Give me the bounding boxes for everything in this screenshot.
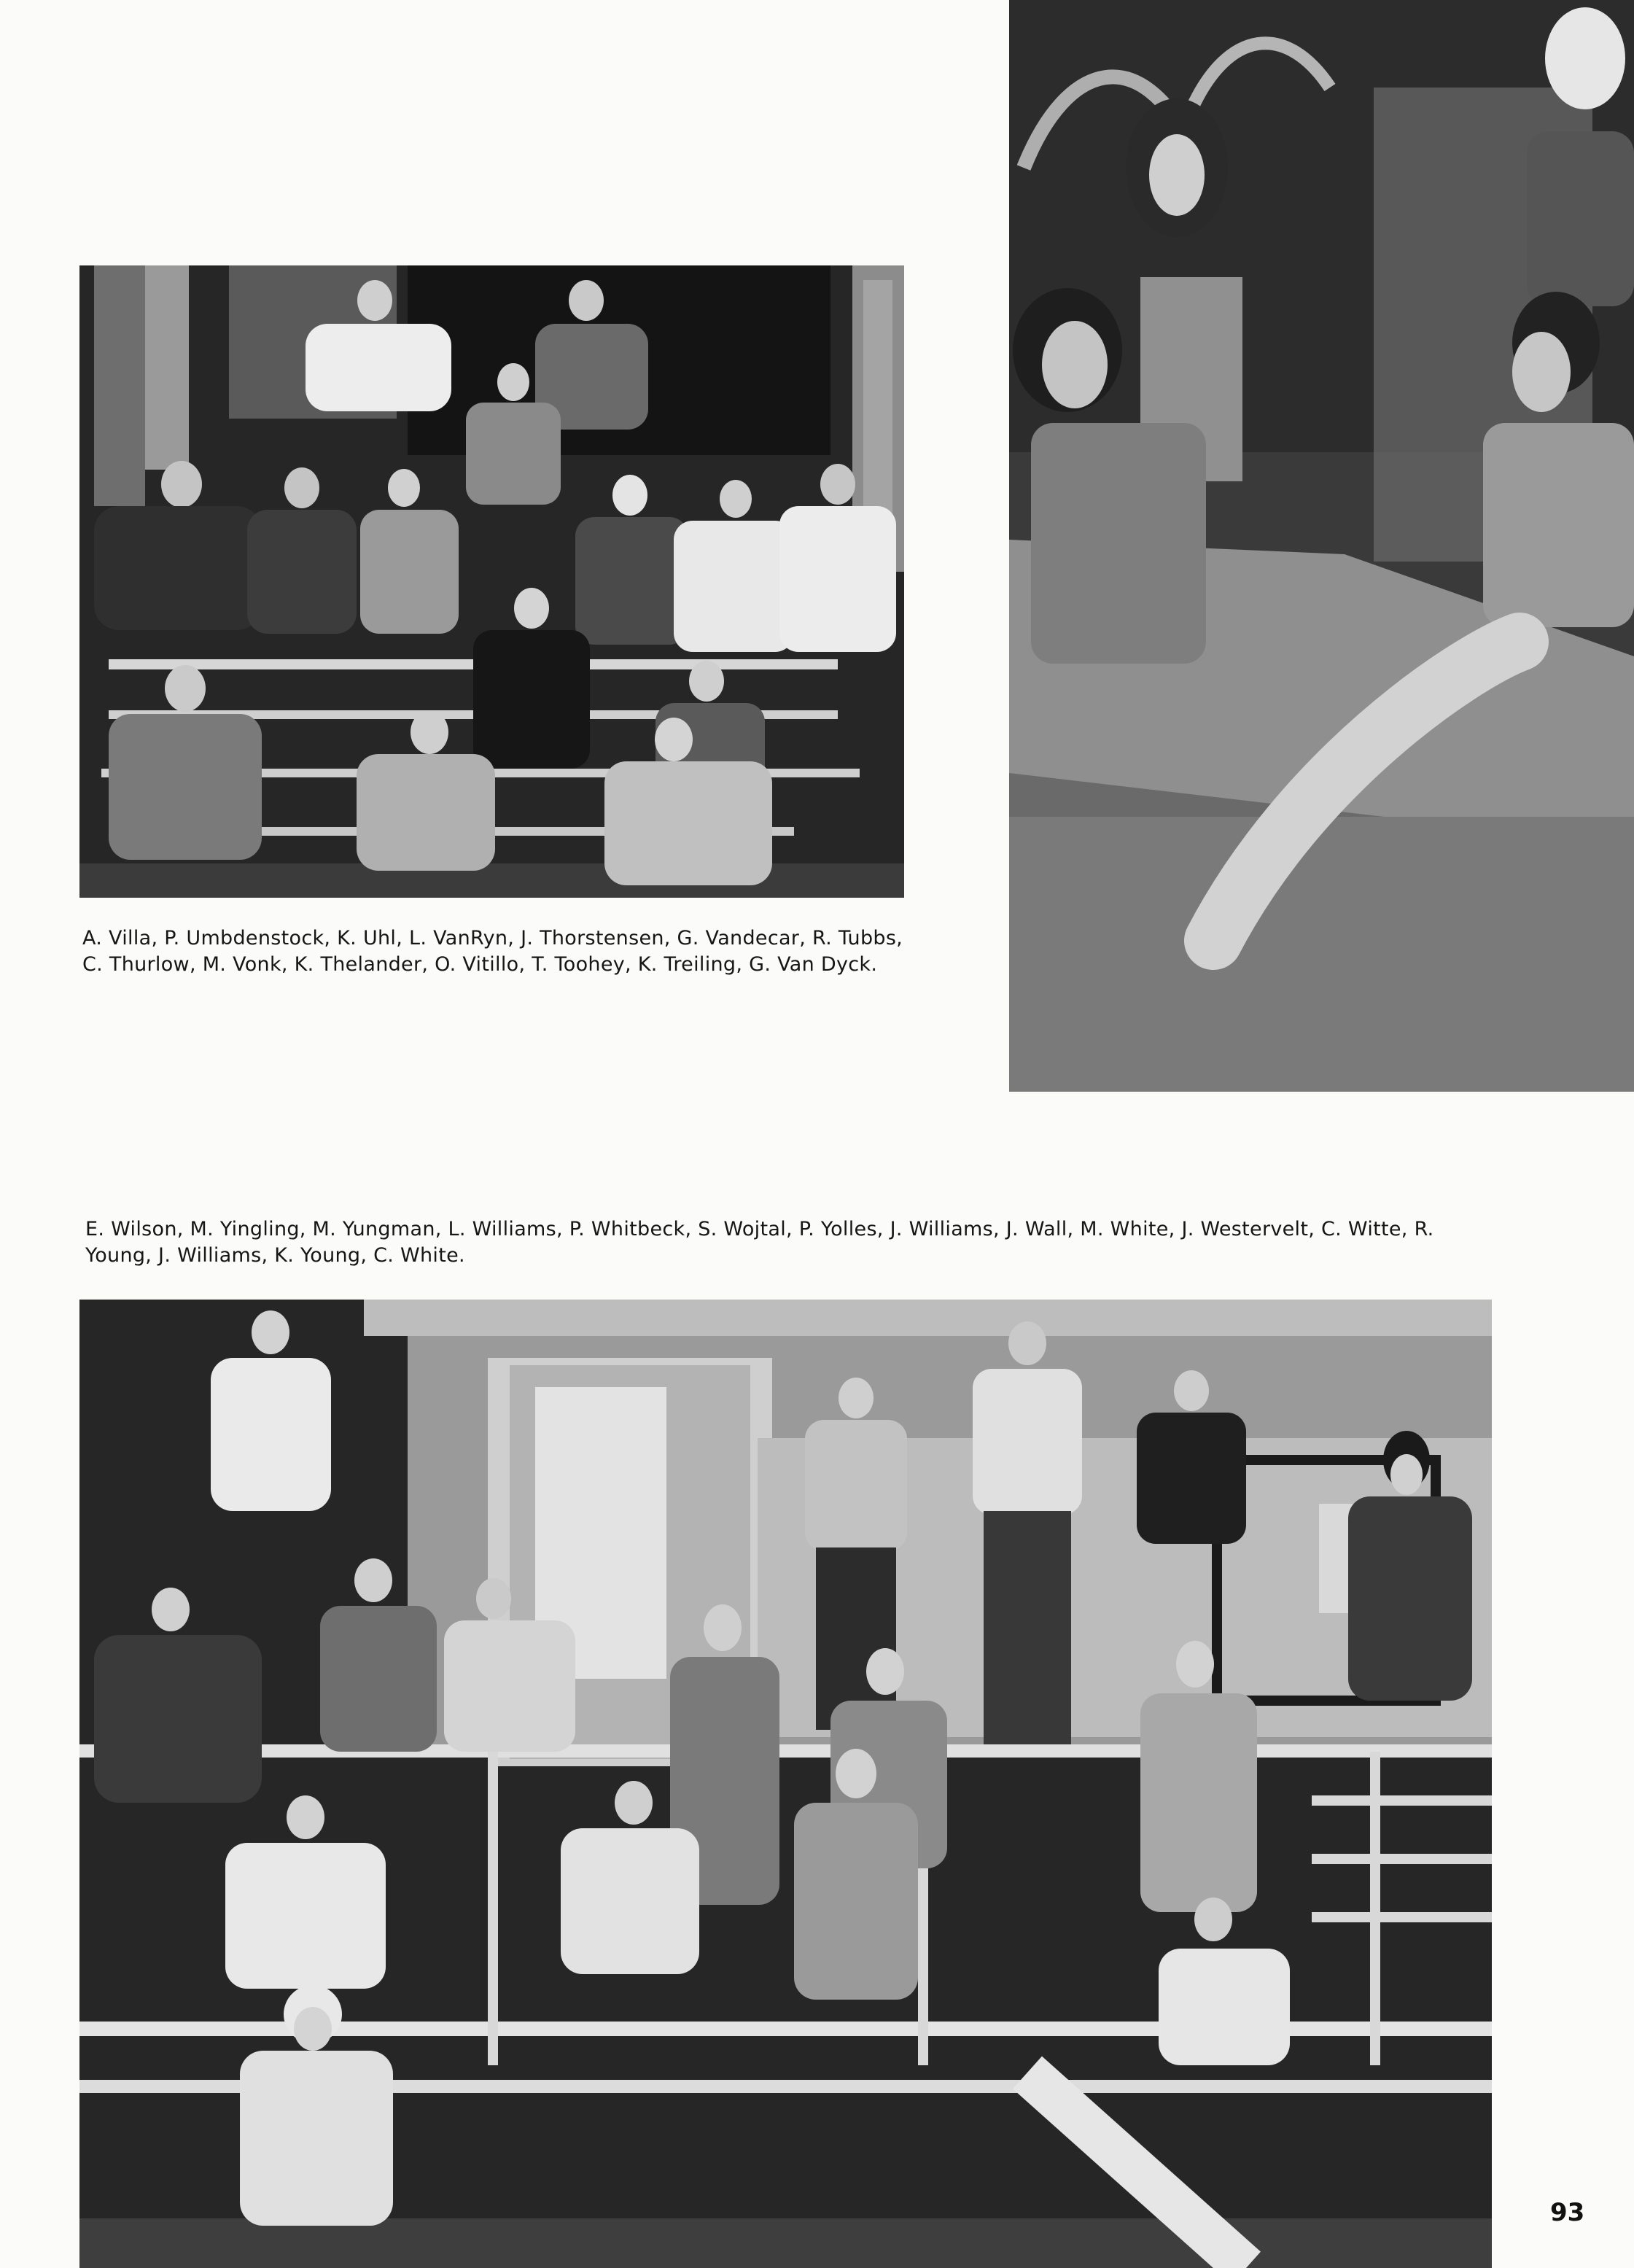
top-group-caption: A. Villa, P. Umbdenstock, K. Uhl, L. VanRyn, J. Thorstensen, G. Vandecar, R. Tubbs, C. Thurlow, M. Vonk, K. Thelander, O. Vitillo, T. Toohey, K. Treiling, G. Van Dyck.	[82, 927, 903, 976]
bottom-group-caption: E. Wilson, M. Yingling, M. Yungman, L. Williams, P. Whitbeck, S. Wojtal, P. Yolles, J. Williams, J. Wall, M. White, J. Westervelt, C. Witte, R. Young, J. Williams, K. Young, C. White.	[85, 1218, 1434, 1267]
group-photo-top	[79, 265, 904, 898]
group-photo-bottom	[79, 1300, 1492, 2268]
page-number: 93	[1550, 2198, 1585, 2227]
stage-candid-photo	[1009, 0, 1634, 1092]
